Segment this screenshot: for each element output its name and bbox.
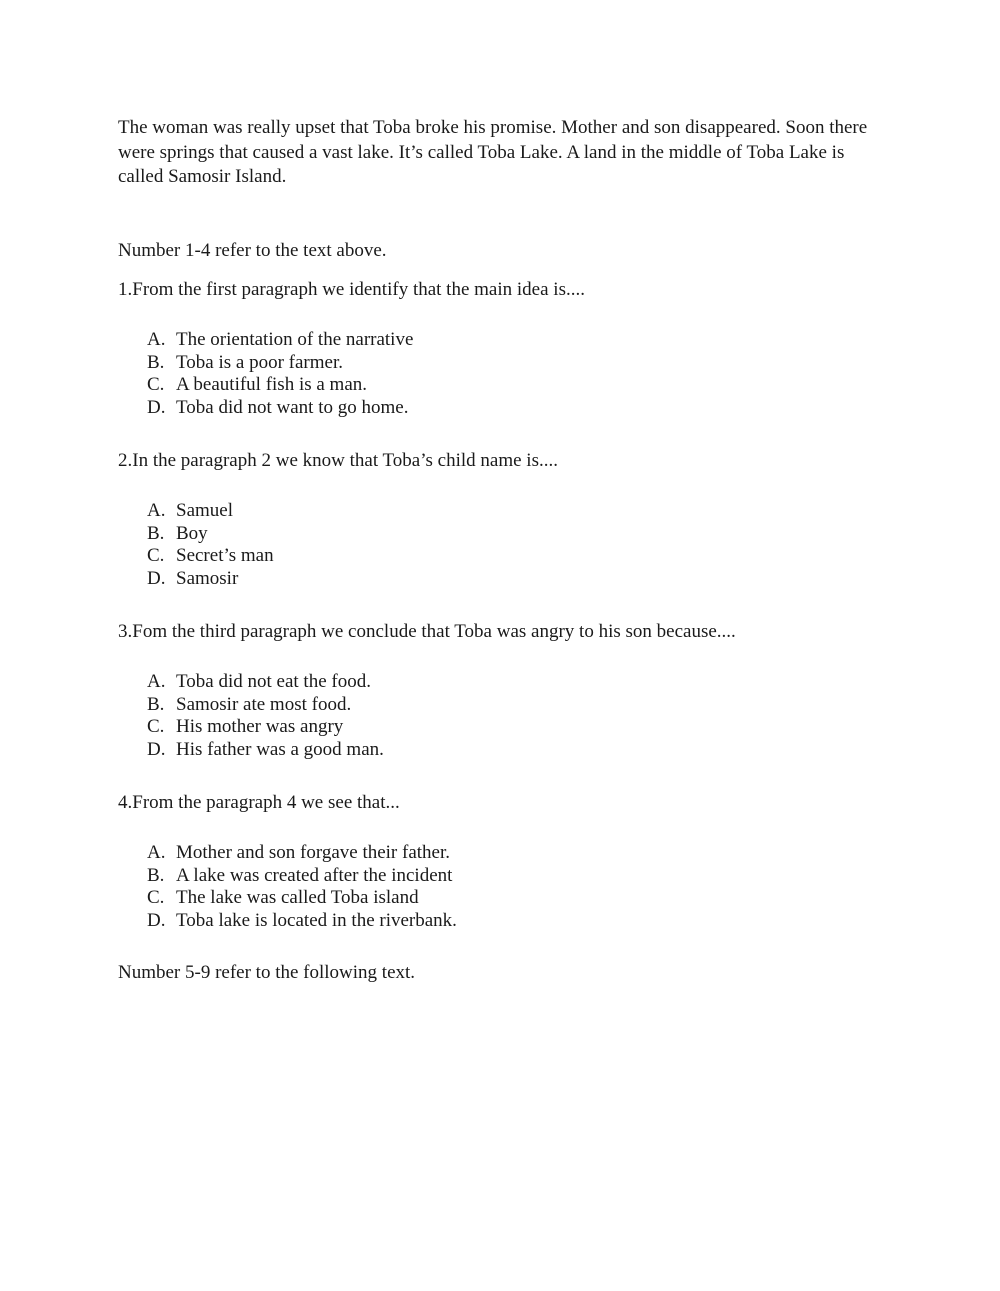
option-letter: D. — [147, 397, 166, 419]
option-4b[interactable] — [147, 865, 457, 888]
question-2-options — [147, 500, 274, 591]
option-text: Secret’s man — [176, 545, 274, 567]
option-letter: A. — [147, 329, 166, 350]
option-3a[interactable] — [147, 671, 384, 694]
option-text: Samuel — [176, 500, 233, 521]
option-2a[interactable] — [147, 500, 274, 523]
question-3: 3.Fom the third paragraph we conclude that Toba was angry to his son because.... — [118, 621, 736, 642]
option-letter: C. — [147, 887, 165, 909]
option-text: His mother was angry — [176, 716, 344, 738]
option-3b[interactable] — [147, 694, 384, 717]
option-letter: A. — [147, 671, 166, 692]
question-1: 1.From the first paragraph we identify that the main idea is.... — [118, 279, 585, 300]
option-text: A lake was created after the incident — [176, 864, 453, 886]
option-text: Mother and son forgave their father. — [176, 842, 451, 863]
option-1b[interactable] — [147, 352, 413, 375]
option-text: Boy — [176, 522, 208, 544]
option-text: Samosir — [176, 568, 239, 590]
option-letter: B. — [147, 693, 165, 715]
option-letter: C. — [147, 716, 165, 738]
question-4-options — [147, 842, 457, 933]
option-text: Toba lake is located in the riverbank. — [176, 910, 457, 932]
option-letter: B. — [147, 864, 165, 886]
option-text: Toba is a poor farmer. — [176, 351, 343, 373]
option-letter: A. — [147, 842, 166, 863]
option-2b[interactable] — [147, 523, 274, 546]
option-1a[interactable] — [147, 329, 413, 352]
option-2c[interactable] — [147, 545, 274, 568]
option-4d[interactable] — [147, 910, 457, 933]
question-1-options — [147, 329, 413, 420]
option-letter: B. — [147, 522, 165, 544]
option-letter: C. — [147, 545, 165, 567]
option-text: The orientation of the narrative — [176, 329, 414, 350]
instruction-1-4: Number 1-4 refer to the text above. — [118, 240, 387, 261]
question-4: 4.From the paragraph 4 we see that... — [118, 792, 400, 813]
option-1c[interactable] — [147, 374, 413, 397]
option-letter: A. — [147, 500, 166, 521]
option-text: Toba did not eat the food. — [176, 671, 371, 692]
option-letter: D. — [147, 739, 166, 761]
intro-paragraph: The woman was really upset that Toba broke his promise. Mother and son disappeared. Soon there were springs that caused a vast lake. It’s called Toba Lake. A land in the middle of Toba Lake is called Samosir Island. — [118, 117, 868, 187]
question-2: 2.In the paragraph 2 we know that Toba’s child name is.... — [118, 450, 558, 471]
option-1d[interactable] — [147, 397, 413, 420]
option-text: Toba did not want to go home. — [176, 397, 409, 419]
option-4a[interactable] — [147, 842, 457, 865]
instruction-5-9: Number 5-9 refer to the following text. — [118, 962, 416, 983]
option-4c[interactable] — [147, 887, 457, 910]
option-2d[interactable] — [147, 568, 274, 591]
option-letter: C. — [147, 374, 165, 396]
option-3d[interactable] — [147, 739, 384, 762]
option-letter: D. — [147, 568, 166, 590]
option-letter: D. — [147, 910, 166, 932]
option-text: Samosir ate most food. — [176, 693, 352, 715]
option-text: His father was a good man. — [176, 739, 384, 761]
option-text: A beautiful fish is a man. — [176, 374, 368, 396]
option-text: The lake was called Toba island — [176, 887, 419, 909]
option-3c[interactable] — [147, 716, 384, 739]
question-3-options — [147, 671, 384, 762]
option-letter: B. — [147, 351, 165, 373]
